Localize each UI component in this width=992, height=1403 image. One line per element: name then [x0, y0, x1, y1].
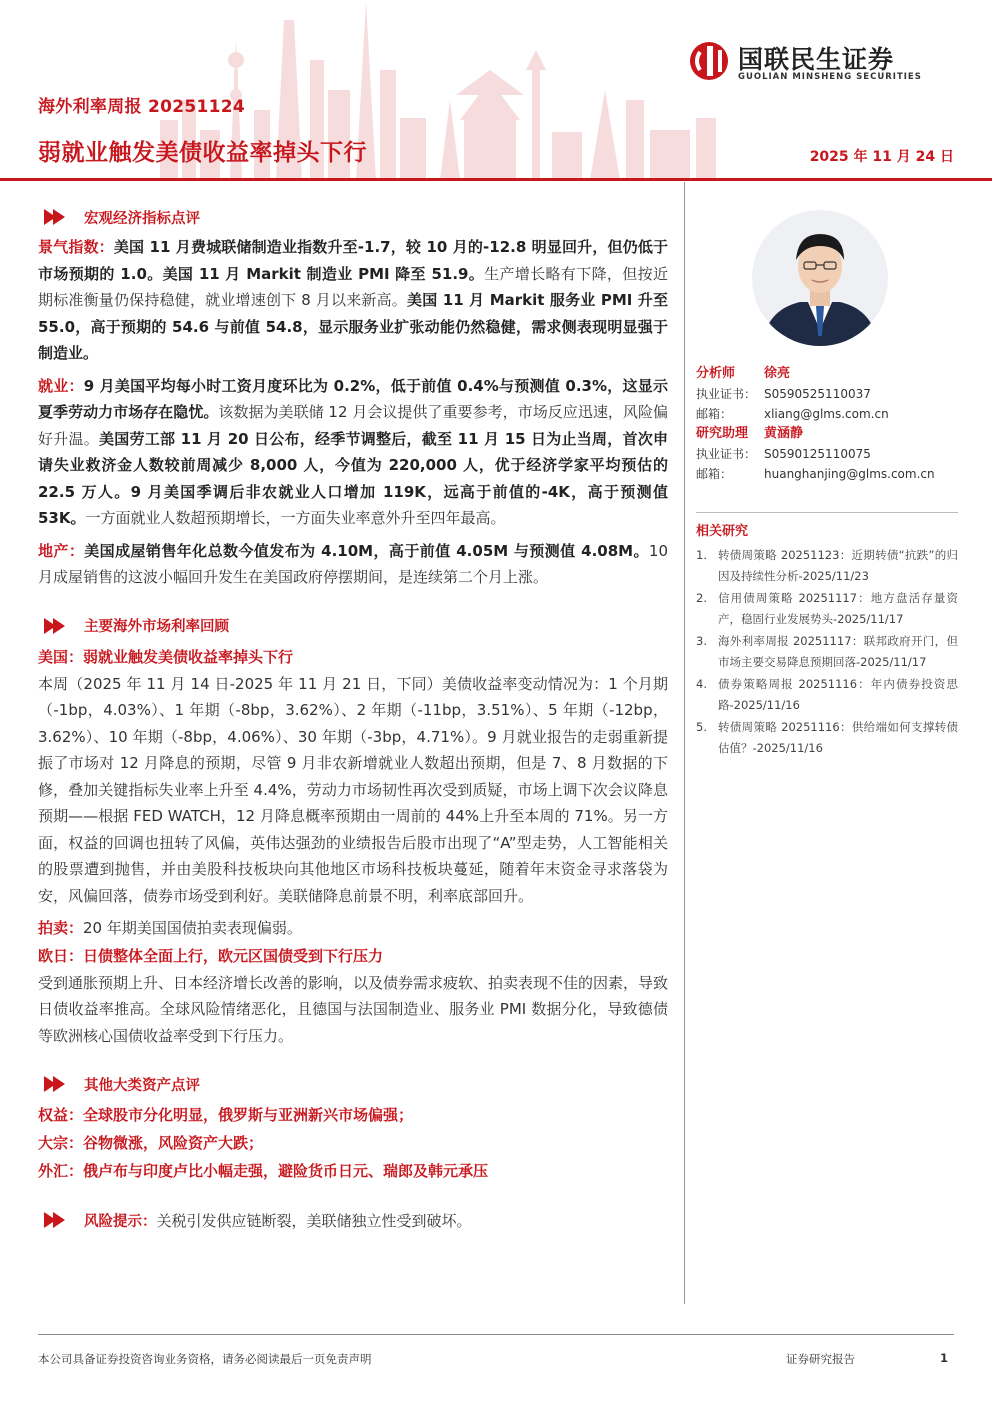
- page-number: 1: [940, 1351, 949, 1365]
- analyst-name: 徐亮: [764, 366, 791, 381]
- report-header: [0, 0, 992, 182]
- paragraph-us-rates: 本周（2025 年 11 月 14 日-2025 年 11 月 21 日，下同）美债收益率变动情况为：1 个月期（-1bp，4.03%）、1 年期（-8bp，3.62%）、2 年期（-11bp，3.51%）、5 年期（-12bp，3.62%）、10 年期（-8bp，4.06%）、30 年期（-3bp，4.71%）。9 月就业报告的走弱重新提振了市场对 12 月降息的预期，尽管 9 月非农新增就业人数超出预期，但是 7、8 月数据的下修，叠加关键指标失业率上升至 4.4%，劳动力市场韧性再次受到质疑，市场上调下次会议降息预期——根据 FED WATCH，12 月降息概率预期由一周前的 44%上升至本周的 71%。另一方面，权益的回调也扭转了风偏，英伟达强劲的业绩报告后股市出现了“A”型走势，人工智能相关的股票遭到抛售，并由美股科技板块向其他地区市场科技板块蔓延，随着年末资金寻求落袋为安，风偏回落，债券市场受到利好。美联储降息前景不明，利率底部回升。: [38, 674, 668, 905]
- paragraph-boom-index: 景气指数：美国 11 月费城联储制造业指数升至-1.7，较 10 月的-12.8 明显回升，但仍低于市场预期的 1.0。美国 11 月 Markit 制造业 PMI 降至 51.9。生产增长略有下降，但按近期标准衡量仍保持稳健，就业增速创下 8 月以来新高。美国 11 月 Markit 服务业 PMI 升至 55.0，高于预期的 54.6 与前值 54.8，显示服务业扩张动能仍然稳健，需求侧表现明显强于制造业。: [38, 238, 668, 362]
- risk-text: 关税引发供应链断裂，美联储独立性受到破坏。: [156, 1211, 472, 1230]
- risk-label: 风险提示：: [84, 1213, 157, 1230]
- section-title: 主要海外市场利率回顾: [84, 619, 229, 635]
- section-macro: [38, 200, 668, 234]
- subhead-fx: 外汇：俄卢布与印度卢比小幅走强，避险货币日元、瑞郎及韩元承压: [38, 1162, 489, 1180]
- related-item[interactable]: 1. 转债周策略 20251123：近期转债“抗跌”的归因及持续性分析-2025/11/23: [696, 548, 958, 583]
- footer-divider: [38, 1334, 954, 1335]
- main-content: [38, 200, 668, 1237]
- logo-chinese-name: 国联民生证券: [738, 45, 895, 74]
- related-item[interactable]: 2. 信用债周策略 20251117：地方盘活存量资产，稳固行业发展势头-2025/11/17: [696, 591, 958, 626]
- analyst-email-row: 邮箱： xliang@glms.com.cn: [696, 404, 958, 424]
- label-real-estate: 地产：: [38, 541, 85, 560]
- label-employment: 就业：: [38, 376, 84, 395]
- portrait-image: [752, 210, 888, 346]
- assistant-cert: S0590125110075: [764, 447, 871, 461]
- logo-english-name: GUOLIAN MINSHENG SECURITIES: [738, 72, 922, 82]
- analyst-email[interactable]: xliang@glms.com.cn: [764, 407, 889, 421]
- subhead-eu-jp: 欧日：日债整体全面上行，欧元区国债受到下行压力: [38, 946, 384, 965]
- subhead-commodity: 大宗：谷物微涨，风险资产大跌；: [38, 1134, 264, 1152]
- assistant-email-row: 邮箱： huanghanjing@glms.com.cn: [696, 464, 958, 484]
- analyst-cert: S0590525110037: [764, 387, 871, 401]
- analyst-info: [696, 364, 958, 484]
- paragraph-employment: 就业：9 月美国平均每小时工资月度环比为 0.2%，低于前值 0.4%与预测值 0.3%，这显示夏季劳动力市场存在隐忧。该数据为美联储 12 月会议提供了重要参考，市场反应迅速，风险偏好升温。美国劳工部 11 月 20 日公布，经季节调整后，截至 11 月 15 日为止当周，首次申请失业救济金人数较前周减少 8,000 人，今值为 220,000 人，优于经济学家平均预估的 22.5 万人。9 月美国季调后非农就业人口增加 119K，远高于前值的-4K，高于预测值 53K。一方面就业人数超预期增长，一方面失业率意外升至四年最高。: [38, 376, 668, 527]
- footer-disclaimer: 本公司具备证券投资咨询业务资格，请务必阅读最后一页免责声明: [38, 1352, 372, 1366]
- company-logo: [688, 40, 958, 90]
- subhead-equity: 权益：全球股市分化明显，俄罗斯与亚洲新兴市场偏强；: [38, 1106, 414, 1124]
- assistant-cert-row: 执业证书： S0590125110075: [696, 444, 958, 464]
- section-arrow-icon: [44, 209, 70, 225]
- analyst-avatar: [752, 210, 888, 346]
- related-divider: [696, 512, 958, 513]
- footer-report-type: 证券研究报告: [786, 1352, 855, 1366]
- section-rates: [38, 609, 668, 643]
- section-risk: [38, 1203, 668, 1237]
- paragraph-real-estate: 地产：美国成屋销售年化总数今值发布为 4.10M，高于前值 4.05M 与预测值 4.08M。10 月成屋销售的这波小幅回升发生在美国政府停摆期间，是连续第二个月上涨。: [38, 541, 668, 586]
- subhead-us: 美国：弱就业触发美债收益率掉头下行: [38, 647, 294, 666]
- section-title: 其他大类资产点评: [84, 1077, 200, 1094]
- related-title: 相关研究: [696, 524, 749, 539]
- assistant-name: 黄涵静: [764, 426, 804, 441]
- analyst-cert-row: 执业证书： S0590525110037: [696, 384, 958, 404]
- related-item[interactable]: 4. 债券策略周报 20251116：年内债券投资思路-2025/11/16: [696, 677, 958, 712]
- assistant-row: 研究助理 黄涵静: [696, 424, 958, 444]
- paragraph-auction: 拍卖：20 年期美国国债拍卖表现偏弱。: [38, 919, 302, 937]
- series-title: 海外利率周报 20251124: [38, 97, 246, 117]
- section-assets: [38, 1067, 668, 1101]
- section-arrow-icon: [44, 1212, 70, 1228]
- logo-mark-icon: [688, 40, 730, 82]
- related-item[interactable]: 5. 转债周策略 20251116：供给端如何支撑转债估值？-2025/11/16: [696, 720, 958, 755]
- section-arrow-icon: [44, 1076, 70, 1092]
- related-item[interactable]: 3. 海外利率周报 20251117：联邦政府开门，但市场主要交易降息预期回落-2025/11/17: [696, 634, 958, 669]
- related-list: [696, 545, 958, 758]
- paragraph-eu-jp-rates: 受到通胀预期上升、日本经济增长改善的影响，以及债券需求疲软、拍卖表现不佳的因素，导致日债收益率推高。全球风险情绪恶化，且德国与法国制造业、服务业 PMI 数据分化，导致德债等欧洲核心国债收益率受到下行压力。: [38, 973, 669, 1045]
- header-divider: [0, 178, 992, 181]
- sidebar: [696, 200, 958, 760]
- label-auction: 拍卖：: [38, 919, 84, 937]
- section-arrow-icon: [44, 618, 70, 634]
- report-title: 弱就业触发美债收益率掉头下行: [38, 140, 367, 166]
- label-boom: 景气指数：: [38, 238, 114, 256]
- report-date: 2025 年 11 月 24 日: [809, 149, 954, 165]
- column-divider: [684, 182, 685, 1304]
- section-title: 宏观经济指标点评: [84, 210, 200, 227]
- assistant-email[interactable]: huanghanjing@glms.com.cn: [764, 467, 935, 481]
- analyst-row: 分析师 徐亮: [696, 364, 958, 384]
